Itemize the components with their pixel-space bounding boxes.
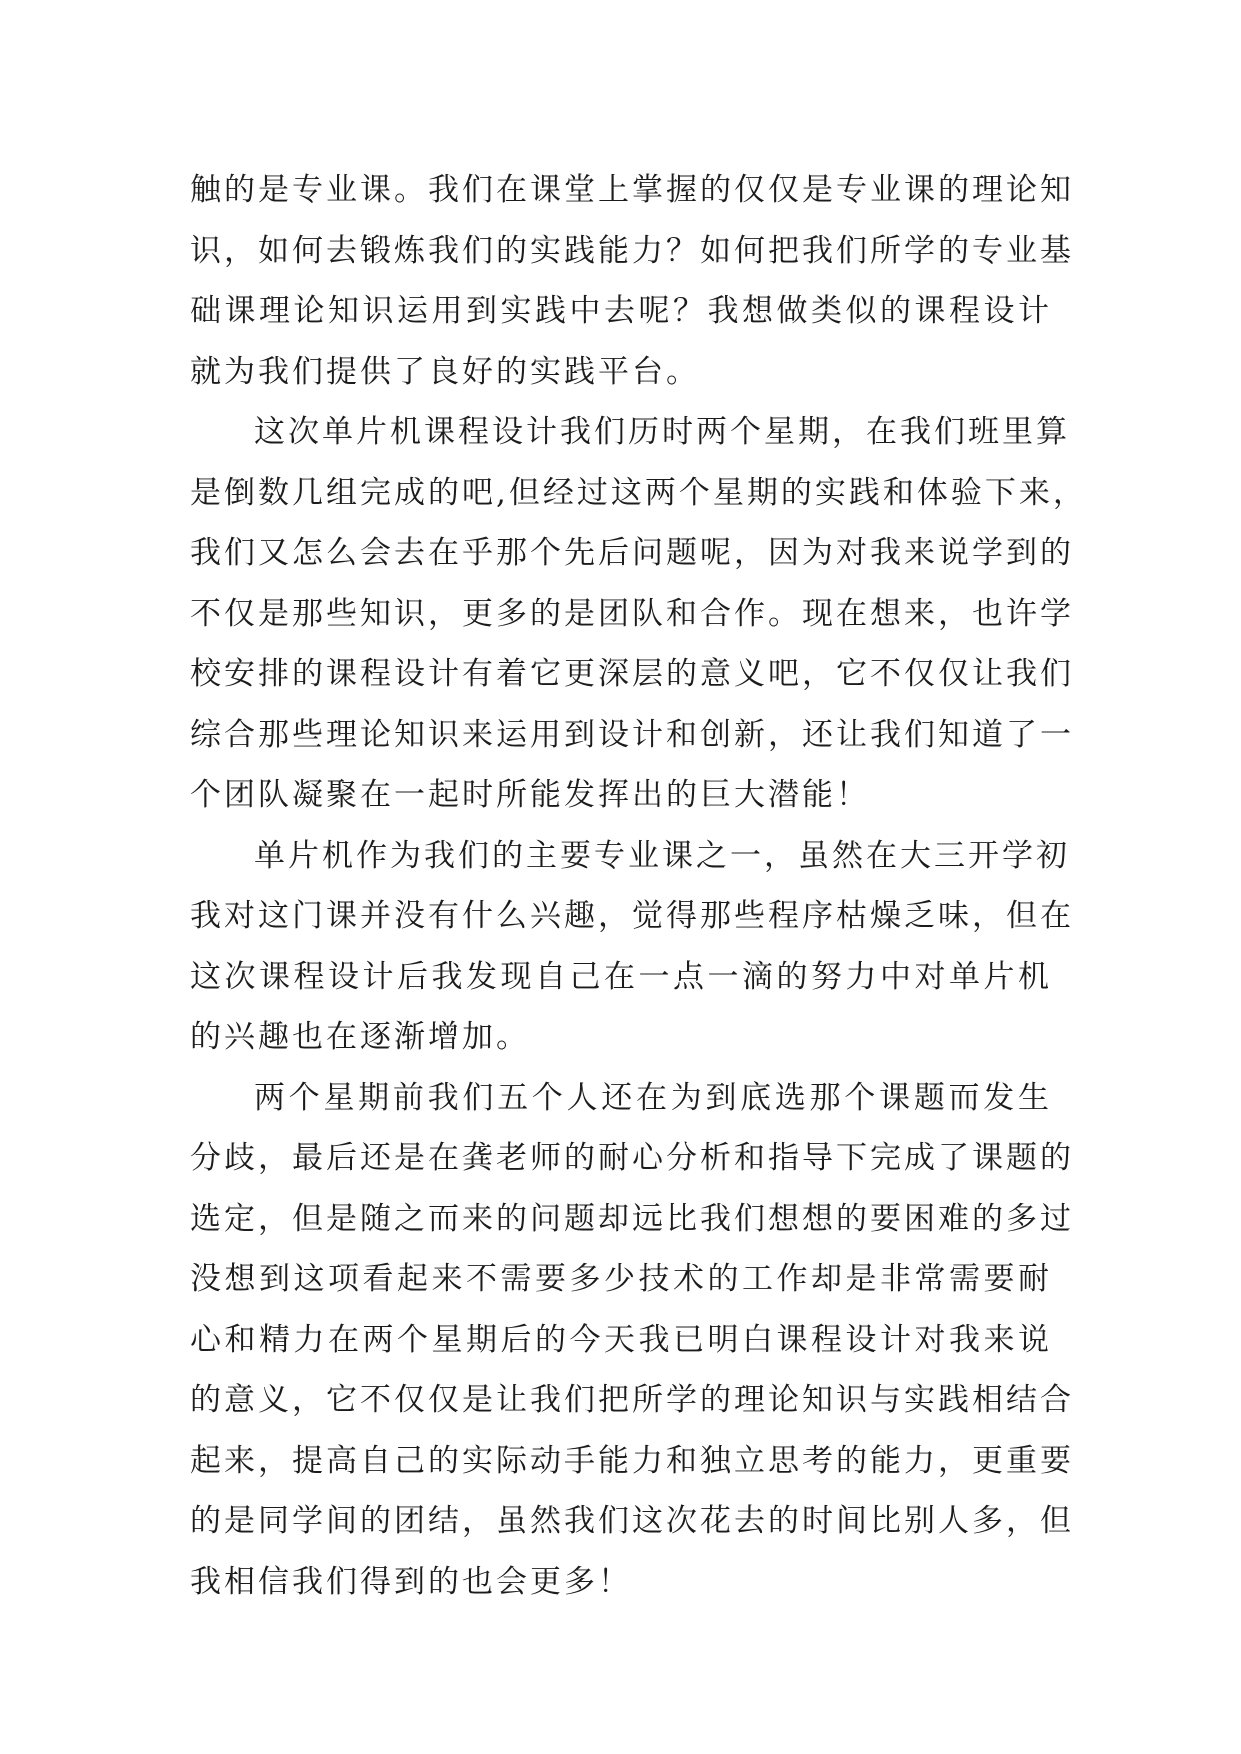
text-line: 我相信我们得到的也会更多！ bbox=[190, 1563, 632, 1600]
text-line: 心和精力在两个星期后的今天我已明白课程设计对我来说 bbox=[190, 1321, 1052, 1358]
text-line: 个团队凝聚在一起时所能发挥出的巨大潜能！ bbox=[190, 777, 870, 813]
text-line: 触的是专业课。我们在课堂上掌握的仅仅是专业课的理论知 bbox=[190, 172, 1074, 208]
text-line: 两个星期前我们五个人还在为到底选那个课题而发生 bbox=[254, 1079, 1052, 1116]
text-line: 我们又怎么会去在乎那个先后问题呢，因为对我来说学到的 bbox=[190, 535, 1074, 571]
text-line: 单片机作为我们的主要专业课之一，虽然在大三开学初 bbox=[254, 837, 1070, 874]
text-line: 没想到这项看起来不需要多少技术的工作却是非常需要耐 bbox=[190, 1261, 1052, 1297]
text-line: 这次单片机课程设计我们历时两个星期，在我们班里算 bbox=[254, 414, 1070, 450]
text-line: 是倒数几组完成的吧,但经过这两个星期的实践和体验下来， bbox=[190, 474, 1087, 511]
text-line: 这次课程设计后我发现自己在一点一滴的努力中对单片机 bbox=[190, 958, 1052, 995]
text-line: 校安排的课程设计有着它更深层的意义吧，它不仅仅让我们 bbox=[190, 656, 1074, 692]
text-line: 础课理论知识运用到实践中去呢？我想做类似的课程设计 bbox=[190, 293, 1052, 329]
text-line: 的意义，它不仅仅是让我们把所学的理论知识与实践相结合 bbox=[190, 1382, 1074, 1418]
text-line: 的是同学间的团结，虽然我们这次花去的时间比别人多，但 bbox=[190, 1503, 1074, 1539]
text-line: 的兴趣也在逐渐增加。 bbox=[190, 1019, 530, 1055]
text-line: 就为我们提供了良好的实践平台。 bbox=[190, 353, 700, 390]
text-line: 综合那些理论知识来运用到设计和创新，还让我们知道了一 bbox=[190, 716, 1074, 753]
text-line: 分歧，最后还是在龚老师的耐心分析和指导下完成了课题的 bbox=[190, 1140, 1074, 1176]
text-line: 我对这门课并没有什么兴趣，觉得那些程序枯燥乏味，但在 bbox=[190, 898, 1074, 934]
document-body bbox=[190, 160, 1087, 1612]
text-line: 起来，提高自己的实际动手能力和独立思考的能力，更重要 bbox=[190, 1442, 1074, 1479]
text-line: 不仅是那些知识，更多的是团队和合作。现在想来，也许学 bbox=[190, 595, 1074, 632]
text-line: 选定，但是随之而来的问题却远比我们想想的要困难的多过 bbox=[190, 1200, 1074, 1237]
text-line: 识，如何去锻炼我们的实践能力？如何把我们所学的专业基 bbox=[190, 232, 1074, 269]
